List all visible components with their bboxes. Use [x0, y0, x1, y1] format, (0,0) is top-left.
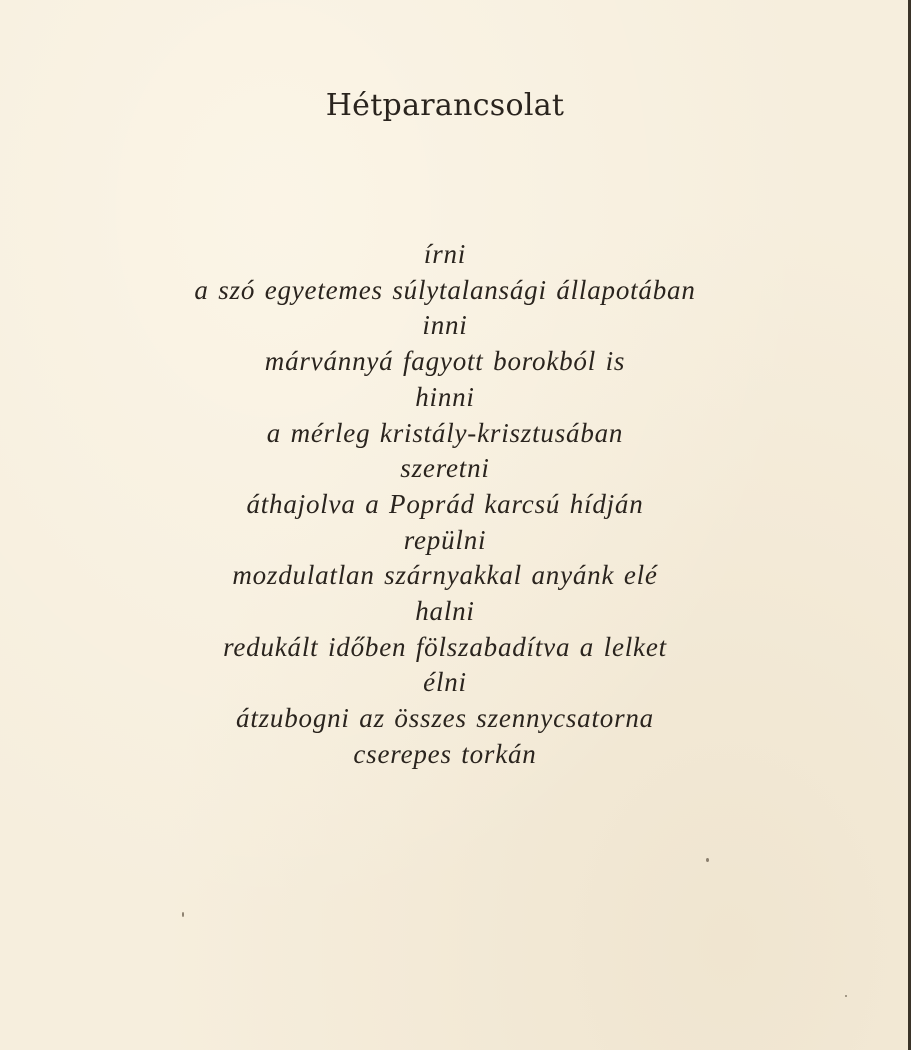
poem-line: hinni	[415, 381, 475, 412]
poem-line: márvánnyá fagyott borokból is	[264, 346, 626, 377]
poem-line: halni	[415, 596, 475, 627]
poem-line: a szó egyetemes súlytalansági állapotában	[194, 274, 696, 305]
poem-line: cserepes torkán	[353, 738, 537, 769]
poem-line: redukált időben fölszabadítva a lelket	[223, 631, 667, 662]
poem-line: áthajolva a Poprád karcsú hídján	[246, 488, 644, 519]
poem-line: szeretni	[400, 453, 490, 484]
poem-line: inni	[422, 310, 468, 341]
poem-title: Hétparancsolat	[325, 88, 565, 123]
paper-speck	[182, 912, 184, 917]
poem-line: repülni	[403, 524, 487, 555]
paper-speck	[845, 995, 847, 997]
paper-speck	[706, 858, 709, 862]
poem-line: élni	[423, 667, 467, 698]
poem-line: írni	[423, 239, 467, 269]
poem-body	[0, 237, 890, 773]
poem-line: átzubogni az összes szennycsatorna	[236, 703, 654, 734]
poem-line: mozdulatlan szárnyakkal anyánk elé	[232, 560, 658, 591]
poem-line: a mérleg kristály-krisztusában	[266, 417, 624, 448]
